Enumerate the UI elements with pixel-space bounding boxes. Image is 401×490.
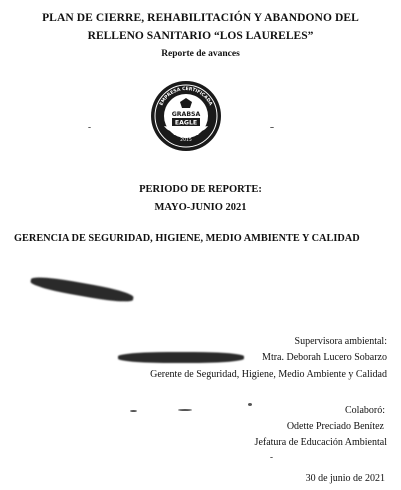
- department-heading: GERENCIA DE SEGURIDAD, HIGIENE, MEDIO AMBIENTE Y CALIDAD: [14, 233, 360, 244]
- seal-standard-line1: ISO 9001: [173, 131, 199, 137]
- seal-standard-line2: 2015: [180, 138, 192, 143]
- seal-brand-line2: EAGLE: [174, 119, 198, 127]
- scan-speck: [248, 403, 252, 406]
- supervisor-role: Gerente de Seguridad, Higiene, Medio Ambiente y Calidad: [150, 369, 387, 380]
- collaborator-name: Odette Preciado Benítez: [286, 421, 384, 432]
- certification-seal-icon: [150, 80, 222, 152]
- scan-speck: [270, 457, 273, 458]
- report-period-value: MAYO-JUNIO 2021: [154, 202, 247, 213]
- seal-brand-line1: GRABSA: [171, 111, 201, 118]
- scan-speck: [130, 410, 137, 412]
- document-title-line2: RELLENO SANITARIO “LOS LAURELES”: [87, 30, 314, 42]
- redacted-signature: [118, 352, 244, 363]
- scan-speck: [88, 127, 91, 128]
- supervisor-name: Mtra. Deborah Lucero Sobarzo: [262, 352, 387, 363]
- redacted-block: [30, 274, 135, 305]
- document-subtitle: Reporte de avances: [161, 49, 240, 59]
- supervisor-label: Supervisora ambiental:: [294, 336, 387, 347]
- collaborator-role: Jefatura de Educación Ambiental: [254, 437, 387, 448]
- seal-top-text: EMPRESA CERTIFICADA: [159, 86, 213, 107]
- document-title-line1: PLAN DE CIERRE, REHABILITACIÓN Y ABANDONO DEL: [42, 12, 359, 24]
- report-period-label: PERIODO DE REPORTE:: [139, 184, 262, 195]
- scan-speck: [178, 409, 192, 411]
- collaborator-label: Colaboró:: [345, 405, 385, 416]
- scan-speck: [270, 127, 274, 128]
- document-date: 30 de junio de 2021: [305, 473, 385, 484]
